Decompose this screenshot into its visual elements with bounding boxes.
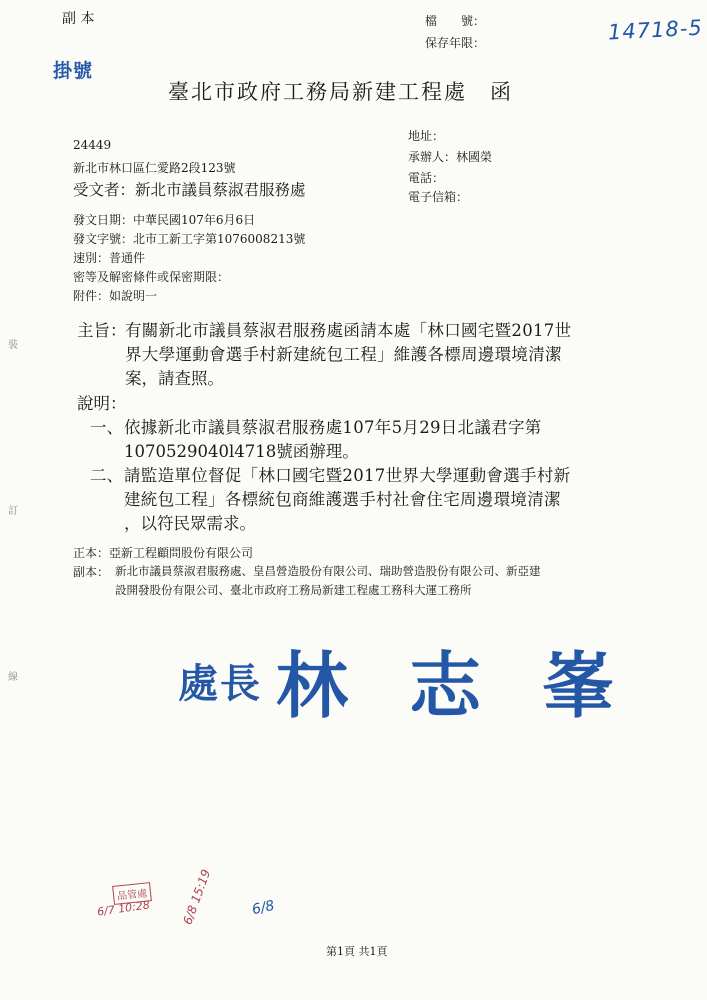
doc-number: 發文字號：北市工新工字第1076008213號 <box>73 232 306 246</box>
issue-date: 發文日期：中華民國107年6月6日 <box>73 213 256 227</box>
subject-line: 有關新北市議員蔡淑君服務處函請本處「林口國宅暨2017世 <box>125 321 572 340</box>
cc-line: 新北市議員蔡淑君服務處、皇昌營造股份有限公司、瑞助營造股份有限公司、新亞建 <box>115 564 541 578</box>
received-stamp: 品管處 <box>112 882 152 905</box>
explanation-item-line: 建統包工程」各標統包商維護選手村社會住宅周邊環境清潔 <box>124 490 561 509</box>
subject-label: 主旨： <box>77 321 127 340</box>
handwritten-initial: 6/8 15:19 <box>180 867 214 927</box>
handwritten-file-number: 14718-5 <box>607 15 704 45</box>
explanation-item-line: 依據新北市議員蔡淑君服務處107年5月29日北議君字第 <box>124 418 542 437</box>
signature-name: 林 志 峯 <box>276 643 633 728</box>
copy-label: 副 本 <box>62 11 95 27</box>
binding-mark: 裝 <box>8 340 18 351</box>
handwritten-receipt-time: 6/7 10:28 <box>96 898 151 919</box>
binding-mark: 線 <box>8 672 18 683</box>
explanation-label: 說明： <box>77 394 127 413</box>
delivery-speed: 速別：普通件 <box>73 251 146 265</box>
explanation-item-line: 1070529040l4718號函辦理。 <box>124 442 359 461</box>
explanation-item-line: ，以符民眾需求。 <box>124 514 256 533</box>
document-title: 臺北市政府工務局新建工程處 函 <box>168 80 513 104</box>
file-number-label: 檔 號： <box>425 14 486 28</box>
phone-label: 電話： <box>408 171 445 185</box>
address-label: 地址： <box>408 129 445 143</box>
subject-line: 案，請查照。 <box>125 369 224 388</box>
attachment: 附件：如說明一 <box>73 289 158 303</box>
page-number: 第1頁 共1頁 <box>326 945 388 958</box>
explanation-item-line: 請監造單位督促「林口國宅暨2017世界大學運動會選手村新 <box>124 466 571 485</box>
postal-code: 24449 <box>73 138 112 152</box>
cc-label: 副本： <box>73 565 110 579</box>
signature-title: 處長 <box>178 660 262 707</box>
email-label: 電子信箱： <box>408 190 469 204</box>
binding-mark: 訂 <box>8 506 18 517</box>
cc-line: 設開發股份有限公司、臺北市政府工務局新建工程處工務科大運工務所 <box>115 583 472 597</box>
registered-mark: 掛號 <box>53 60 94 82</box>
recipient-label: 受文者：新北市議員蔡淑君服務處 <box>73 181 306 199</box>
explanation-item-number: 一、 <box>90 418 123 437</box>
recipient-address: 新北市林口區仁愛路2段123號 <box>73 161 236 175</box>
retention-label: 保存年限： <box>425 36 486 50</box>
secrecy-level: 密等及解密條件或保密期限： <box>73 270 230 284</box>
primary-recipient: 正本：亞新工程顧問股份有限公司 <box>73 546 254 560</box>
handler-label: 承辦人：林國榮 <box>408 150 493 164</box>
explanation-item-number: 二、 <box>90 466 123 485</box>
handwritten-signature: 6/8 <box>250 897 276 919</box>
subject-line: 界大學運動會選手村新建統包工程」維護各標周邊環境清潔 <box>125 345 562 364</box>
